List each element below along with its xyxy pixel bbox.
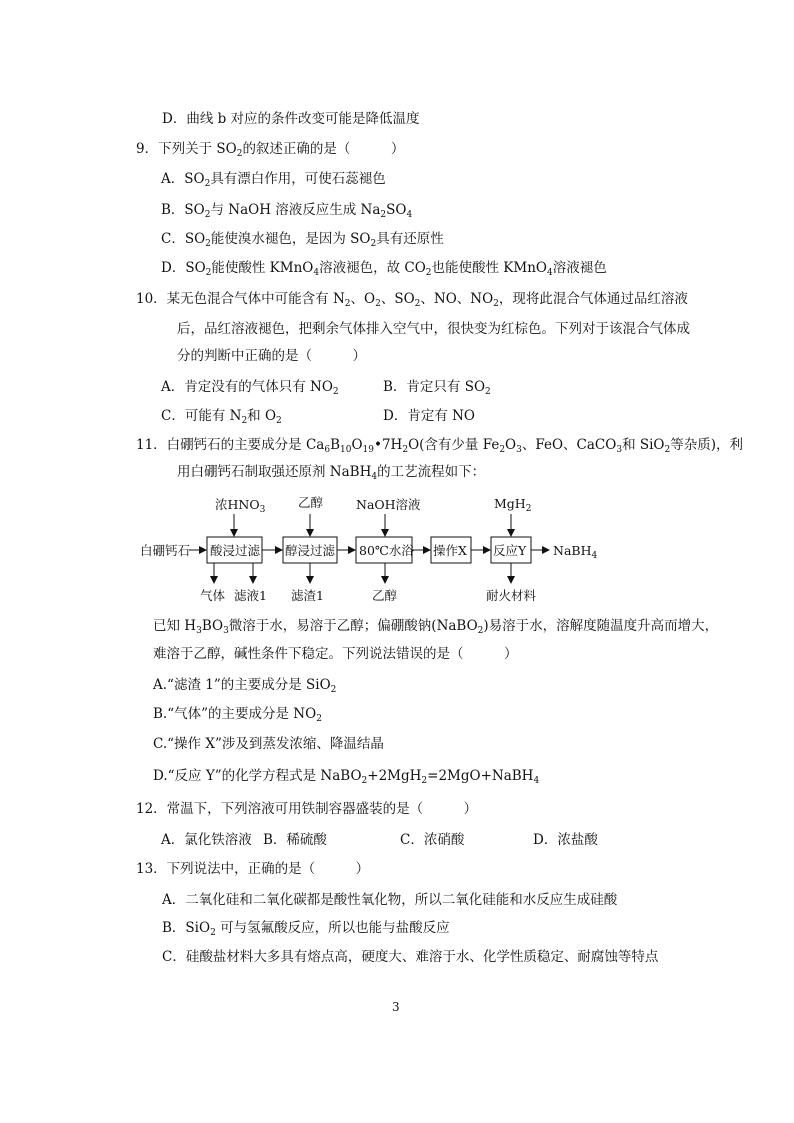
flow-box-label-1: 酸浸过滤 — [210, 543, 261, 558]
flow-reagent-3: NaOH溶液 — [356, 497, 421, 512]
q10-option-a: A．肯定没有的气体只有 $NO_2$ — [161, 379, 339, 397]
q13-option-b: B．SiO$_2$ 可与氢氟酸反应，所以也能与盐酸反应 — [162, 920, 450, 938]
flow-output-3: 滤渣1 — [291, 588, 324, 603]
flow-box-label-2: 醇浸过滤 — [285, 543, 336, 558]
q10-stem-line1: 10．某无色混合气体中可能含有 $N_2$、$O_2$、$SO_2$、NO、$NO_2$，现将此混合气体通过品红溶液 — [136, 291, 688, 309]
flow-output-2: 滤液1 — [234, 588, 267, 603]
q9-stem: 9．下列关于 $SO_2$的叙述正确的是（ ） — [136, 141, 405, 159]
q10-option-d: D．肯定有 NO — [383, 408, 475, 424]
q11-option-d: D.“反应 Y”的化学方程式是 NaBO$_2$+2MgH$_2$=2MgO+NaBH$_4$ — [153, 768, 540, 786]
flow-output-1: 气体 — [200, 588, 226, 603]
flow-output-4: 乙醇 — [372, 588, 398, 603]
q13-stem: 13．下列说法中，正确的是（ ） — [136, 861, 370, 877]
flow-box-label-4: 操作X — [433, 543, 467, 558]
q12-option-d: D．浓盐酸 — [533, 832, 598, 848]
q13-option-a: A．二氧化硅和二氧化碳都是酸性氧化物，所以二氧化硅能和水反应生成硅酸 — [162, 892, 618, 908]
flow-reagent-2: 乙醇 — [298, 495, 324, 510]
q11-stem-line1: 11．白硼钙石的主要成分是 $Ca_6B_{10}O_{19}•7H_2O$(含有少量 $Fe_2O_3$、FeO、CaCO$_3$和 SiO$_2$等杂质)，利 — [136, 437, 744, 455]
flow-reagent-4: MgH$_2$ — [494, 496, 532, 514]
q10-option-b: B．肯定只有 $SO_2$ — [383, 379, 491, 397]
page-number: 3 — [392, 1000, 400, 1014]
q11-option-b: B.“气体”的主要成分是 $NO_2$ — [153, 706, 322, 724]
q10-stem-line3: 分的判断中正确的是（ ） — [177, 348, 366, 364]
q11-note-line1: 已知 $H_3BO_3$微溶于水，易溶于乙醇；偏硼酸钠(NaBO$_2$)易溶于水，溶解度随温度升高而增大， — [153, 618, 719, 636]
q13-option-c: C．硅酸盐材料大多具有熔点高，硬度大、难溶于水、化学性质稳定、耐腐蚀等特点 — [162, 949, 659, 965]
q12-stem: 12．常温下，下列溶液可用铁制容器盛装的是（ ） — [136, 801, 478, 817]
q12-option-a: A．氯化铁溶液 — [161, 832, 252, 848]
flow-end-label: NaBH$_4$ — [553, 543, 598, 561]
q11-note-line2: 难溶于乙醇，碱性条件下稳定。下列说法错误的是（ ） — [153, 646, 518, 662]
flow-start-label: 白硼钙石 — [140, 543, 191, 558]
flow-output-5: 耐火材料 — [486, 588, 537, 603]
q11-option-c: C.“操作 X”涉及到蒸发浓缩、降温结晶 — [153, 736, 384, 752]
flow-box-label-3: 80℃水浴 — [359, 543, 414, 558]
flow-box-label-5: 反应Y — [493, 543, 527, 558]
q9-option-b: B．$SO_2$与 NaOH 溶液反应生成 $Na_2SO_4$ — [161, 202, 413, 220]
q10-stem-line2: 后，品红溶液褪色，把剩余气体排入空气中，很快变为红棕色。下列对于该混合气体成 — [177, 321, 690, 337]
q10-option-c: C．可能有 $N_2$和 $O_2$ — [161, 408, 282, 426]
q11-option-a: A.“滤渣 1”的主要成分是 SiO$_2$ — [153, 677, 337, 695]
q9-option-c: C．$SO_2$能使溴水褪色，是因为 $SO_2$具有还原性 — [161, 231, 444, 249]
q11-stem-line2: 用白硼钙石制取强还原剂 NaBH$_4$的工艺流程如下： — [177, 464, 486, 482]
flow-reagent-1: 浓$HNO_3$ — [215, 497, 266, 515]
q12-option-c: C．浓硝酸 — [400, 832, 465, 848]
q12-option-b: B．稀硫酸 — [263, 832, 327, 848]
q9-option-a: A．$SO_2$具有漂白作用，可使石蕊褪色 — [161, 171, 386, 189]
q9-option-d: D．$SO_2$能使酸性 KMnO$_4$溶液褪色，故 $CO_2$也能使酸性 KMnO$_4$溶液褪色 — [161, 260, 607, 278]
q8-option-d: D．曲线 b 对应的条件改变可能是降低温度 — [162, 111, 420, 127]
